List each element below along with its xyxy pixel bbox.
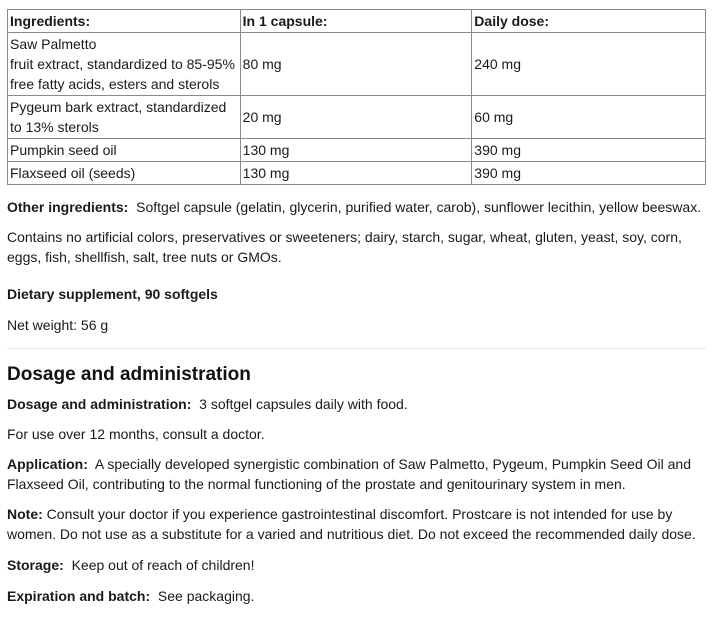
table-header-row	[8, 10, 706, 33]
note-label: Note:	[7, 506, 43, 522]
table-row	[8, 33, 706, 96]
application-text: A specially developed synergistic combination of Saw Palmetto, Pygeum, Pumpkin Seed Oil and Flaxseed Oil, contributing to the normal functioning of the prostate and genitourinary system in men.	[7, 456, 691, 492]
contains-statement: Contains no artificial colors, preservatives or sweeteners; dairy, starch, sugar, wheat, gluten, yeast, soy, corn, eggs, fish, shellfish, salt, tree nuts or GMOs.	[7, 229, 682, 265]
capsule-amount: 130 mg	[240, 162, 472, 185]
header-ingredients: Ingredients:	[8, 10, 241, 33]
dietary-supplement: Dietary supplement, 90 softgels	[7, 286, 218, 302]
ingredient-name: Flaxseed oil (seeds)	[8, 162, 241, 185]
capsule-amount: 20 mg	[240, 96, 472, 139]
capsule-amount: 80 mg	[240, 33, 472, 96]
application-label: Application:	[7, 456, 88, 472]
section-divider	[7, 348, 706, 349]
expiration-text: See packaging.	[157, 588, 255, 604]
storage-text: Keep out of reach of children!	[71, 557, 255, 573]
note-paragraph	[7, 504, 706, 544]
ingredient-name: Pumpkin seed oil	[8, 139, 241, 162]
dosage-heading: Dosage and administration	[7, 364, 251, 385]
net-weight: Net weight: 56 g	[7, 317, 109, 333]
table-row	[8, 96, 706, 139]
table-row	[8, 139, 706, 162]
daily-amount: 390 mg	[472, 139, 706, 162]
dosage-text: 3 softgel capsules daily with food.	[199, 396, 408, 412]
table-row	[8, 162, 706, 185]
dosage-label: Dosage and administration:	[7, 396, 192, 412]
note-text: Consult your doctor if you experience gastrointestinal discomfort. Prostcare is not intended for use by women. Do not use as a substitute for a varied and nutritious diet. Do not exceed the recommended daily dose.	[7, 506, 696, 542]
expiration-paragraph	[7, 586, 706, 606]
ingredients-table	[7, 9, 706, 185]
expiration-label: Expiration and batch:	[7, 588, 151, 604]
capsule-amount: 130 mg	[240, 139, 472, 162]
dosage-paragraph	[7, 394, 706, 414]
ingredient-name	[8, 33, 241, 96]
ingredient-name: Pygeum bark extract, standardized to 13% sterols	[8, 96, 241, 139]
other-ingredients	[7, 197, 706, 217]
ingredient-name-text: Saw Palmetto fruit extract, standardized to 85-95% free fatty acids, esters and sterols	[10, 36, 235, 92]
storage-label: Storage:	[7, 557, 64, 573]
application-paragraph	[7, 454, 706, 494]
other-ingredients-label: Other ingredients:	[7, 199, 129, 215]
header-daily-dose: Daily dose:	[472, 10, 706, 33]
daily-amount: 390 mg	[472, 162, 706, 185]
other-ingredients-text: Softgel capsule (gelatin, glycerin, purified water, carob), sunflower lecithin, yellow beeswax.	[136, 199, 702, 215]
long-term-use-paragraph: For use over 12 months, consult a doctor.	[7, 426, 265, 442]
daily-amount: 60 mg	[472, 96, 706, 139]
daily-amount: 240 mg	[472, 33, 706, 96]
storage-paragraph	[7, 555, 706, 575]
header-in-one-capsule: In 1 capsule:	[240, 10, 472, 33]
